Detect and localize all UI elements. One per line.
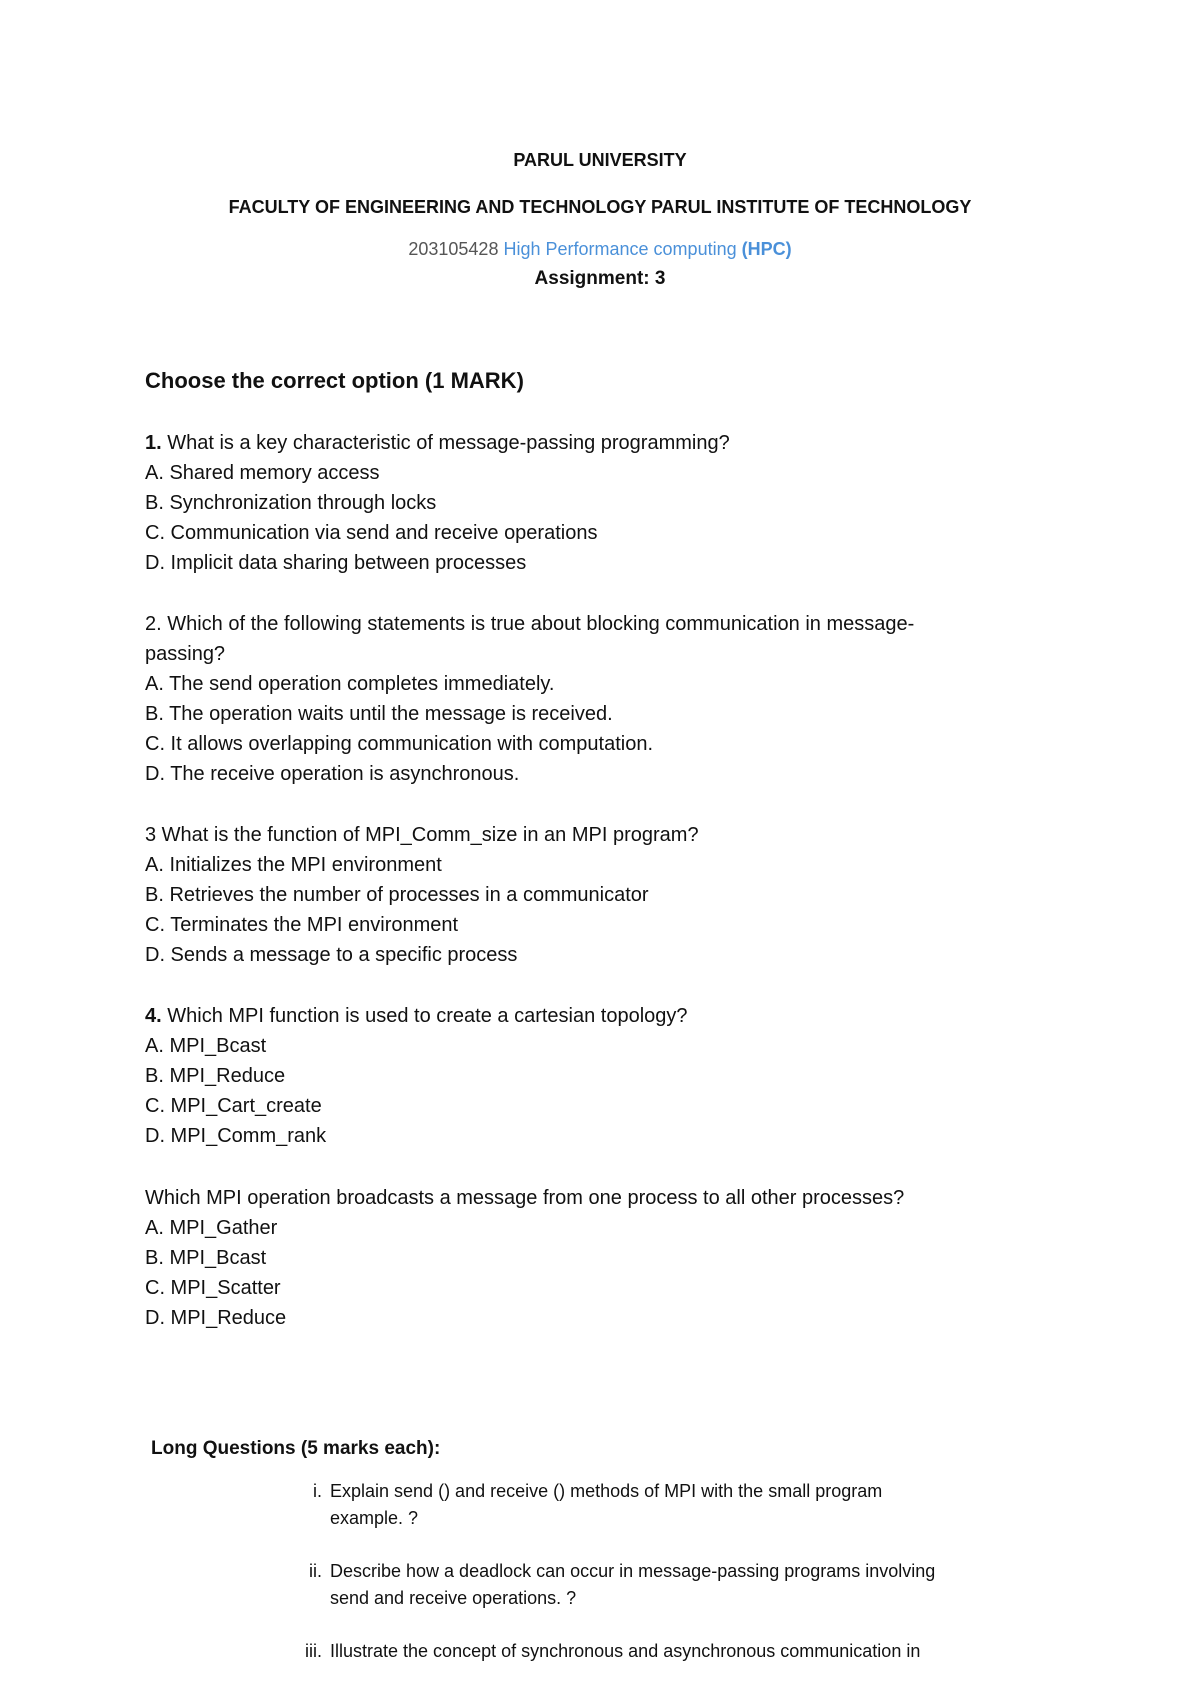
- option-b: B. MPI_Bcast: [145, 1247, 267, 1269]
- mcq-question-3: [145, 820, 1045, 970]
- university-name: PARUL UNIVERSITY: [513, 150, 687, 170]
- long-question-3: [305, 1638, 1050, 1665]
- question-text: 1. What is a key characteristic of message-passing programming?: [145, 432, 730, 454]
- option-b: B. The operation waits until the message is received.: [145, 703, 613, 725]
- question-text: 3 What is the function of MPI_Comm_size in an MPI program?: [145, 824, 699, 846]
- option-c: C. It allows overlapping communication with computation.: [145, 733, 654, 755]
- option-b: B. Synchronization through locks: [145, 492, 437, 514]
- option-a: A. MPI_Gather: [145, 1217, 278, 1239]
- course-title: High Performance computing: [503, 239, 737, 259]
- option-c: C. MPI_Cart_create: [145, 1095, 322, 1117]
- option-a: A. MPI_Bcast: [145, 1035, 267, 1057]
- option-b: B. Retrieves the number of processes in a communicator: [145, 884, 649, 906]
- option-d: D. MPI_Comm_rank: [145, 1125, 327, 1147]
- question-line: Explain send () and receive () methods of MPI with the small program: [330, 1481, 883, 1501]
- assignment-number: Assignment: 3: [534, 268, 666, 289]
- question-text: Which MPI operation broadcasts a message from one process to all other processes?: [145, 1187, 905, 1209]
- question-line-cont: example. ?: [330, 1508, 419, 1528]
- option-d: D. Sends a message to a specific process: [145, 944, 518, 966]
- mcq-question-5: [145, 1183, 1045, 1333]
- option-b: B. MPI_Reduce: [145, 1065, 286, 1087]
- faculty-name: FACULTY OF ENGINEERING AND TECHNOLOGY PARUL INSTITUTE OF TECHNOLOGY: [228, 197, 972, 217]
- mcq-question-1: [145, 428, 1045, 578]
- roman-numeral: ii.: [309, 1561, 322, 1581]
- question-line: Illustrate the concept of synchronous and asynchronous communication in: [330, 1641, 921, 1661]
- course-abbr: (HPC): [741, 239, 792, 259]
- option-d: D. The receive operation is asynchronous.: [145, 763, 520, 785]
- roman-numeral: i.: [313, 1481, 322, 1501]
- course-line: [0, 239, 1200, 260]
- option-a: A. Initializes the MPI environment: [145, 854, 442, 876]
- long-question-1: [313, 1478, 1050, 1532]
- question-text: 4. Which MPI function is used to create a cartesian topology?: [145, 1005, 688, 1027]
- roman-numeral: iii.: [305, 1641, 322, 1661]
- question-text-cont: passing?: [145, 643, 226, 665]
- option-d: D. Implicit data sharing between processes: [145, 552, 527, 574]
- long-question-2: [309, 1558, 1050, 1612]
- option-c: C. MPI_Scatter: [145, 1277, 281, 1299]
- question-text: 2. Which of the following statements is true about blocking communication in message-: [145, 613, 915, 635]
- option-a: A. Shared memory access: [145, 462, 380, 484]
- option-c: C. Terminates the MPI environment: [145, 914, 459, 936]
- mcq-question-2: [145, 609, 1045, 789]
- mcq-question-4: [145, 1001, 1045, 1151]
- option-d: D. MPI_Reduce: [145, 1307, 287, 1329]
- course-code: 203105428: [408, 239, 499, 259]
- question-line: Describe how a deadlock can occur in message-passing programs involving: [330, 1561, 936, 1581]
- long-section-title: Long Questions (5 marks each):: [151, 1438, 441, 1459]
- option-a: A. The send operation completes immediately.: [145, 673, 555, 695]
- question-line-cont: send and receive operations. ?: [330, 1588, 577, 1608]
- option-c: C. Communication via send and receive operations: [145, 522, 598, 544]
- mcq-section-title: Choose the correct option (1 MARK): [145, 368, 524, 393]
